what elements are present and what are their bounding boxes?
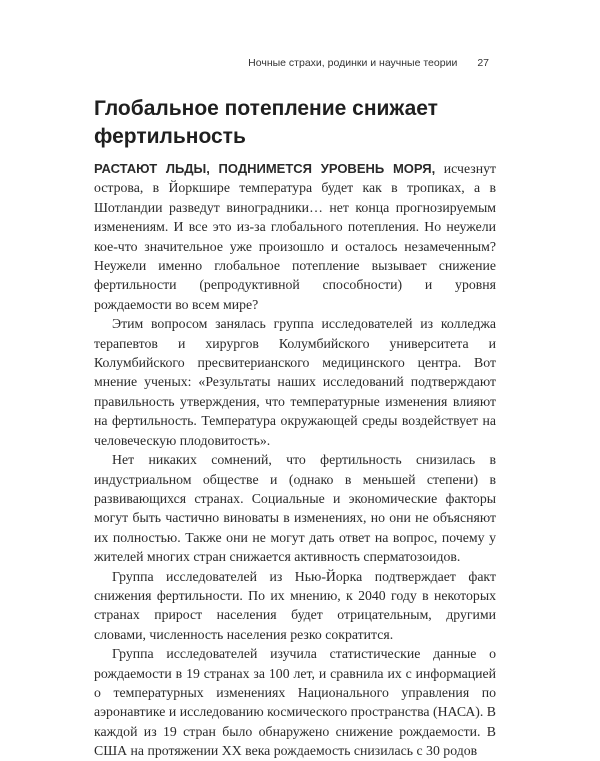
paragraph-1: [94, 159, 496, 314]
article-body: [94, 159, 496, 761]
paragraph-1-text: исчезнут острова, в Йоркшире температура будет как в тропиках, а в Шотландии разведут виноградники… нет конца прогнозируемым изменениям. И все это из-за глобального потепления. Но неужели кое-что значительное уже произошло и осталось незамеченным? Неужели именно глобальное потепление вызывает снижение фертильности (репродуктивной способности) и уровня рождаемости во всем мире?: [94, 161, 497, 312]
paragraph-4: Группа исследователей из Нью-Йорка подтверждает факт снижения фертильности. По их мнению, к 2040 году в некоторых странах прирост населения будет отрицательным, другими словами, численность населения резко сократится.: [94, 568, 496, 642]
paragraph-3: Нет никаких сомнений, что фертильность снизилась в индустриальном обществе и (однако в меньшей степени) в развивающихся странах. Социальные и экономические факторы могут быть частично виноваты в изменениях, но они не объясняют их полностью. Также они не могут дать ответ на вопрос, почему у жителей многих стран снижается активность сперматозоидов.: [94, 452, 496, 565]
running-title: Ночные страхи, родинки и научные теории: [248, 57, 458, 69]
page-number: 27: [477, 57, 489, 69]
chapter-title: Глобальное потепление снижает фертильность: [94, 97, 438, 148]
paragraph-2: Этим вопросом занялась группа исследователей из колледжа терапевтов и хирургов Колумбийского университета и Колумбийского пресвитерианского медицинского центра. Вот мнение ученых: «Результаты наших исследований подтверждают правильность утверждения, что температурные изменения влияют на фертильность. Температура окружающей среды воздействует на человеческую плодовитость».: [94, 316, 496, 448]
paragraph-5: Группа исследователей изучила статистические данные о рождаемости в 19 странах за 100 лет, и сравнила их с информацией о температурных изменениях Национального управления по аэронавтике и исследованию космического пространства (НАСА). В каждой из 19 стран было обнаружено снижение рождаемости. В США на протяжении XX века рождаемость снизилась с 30 родов: [94, 646, 496, 759]
lead-in: РАСТАЮТ ЛЬДЫ, ПОДНИМЕТСЯ УРОВЕНЬ МОРЯ,: [94, 161, 436, 176]
running-head: [150, 57, 489, 69]
